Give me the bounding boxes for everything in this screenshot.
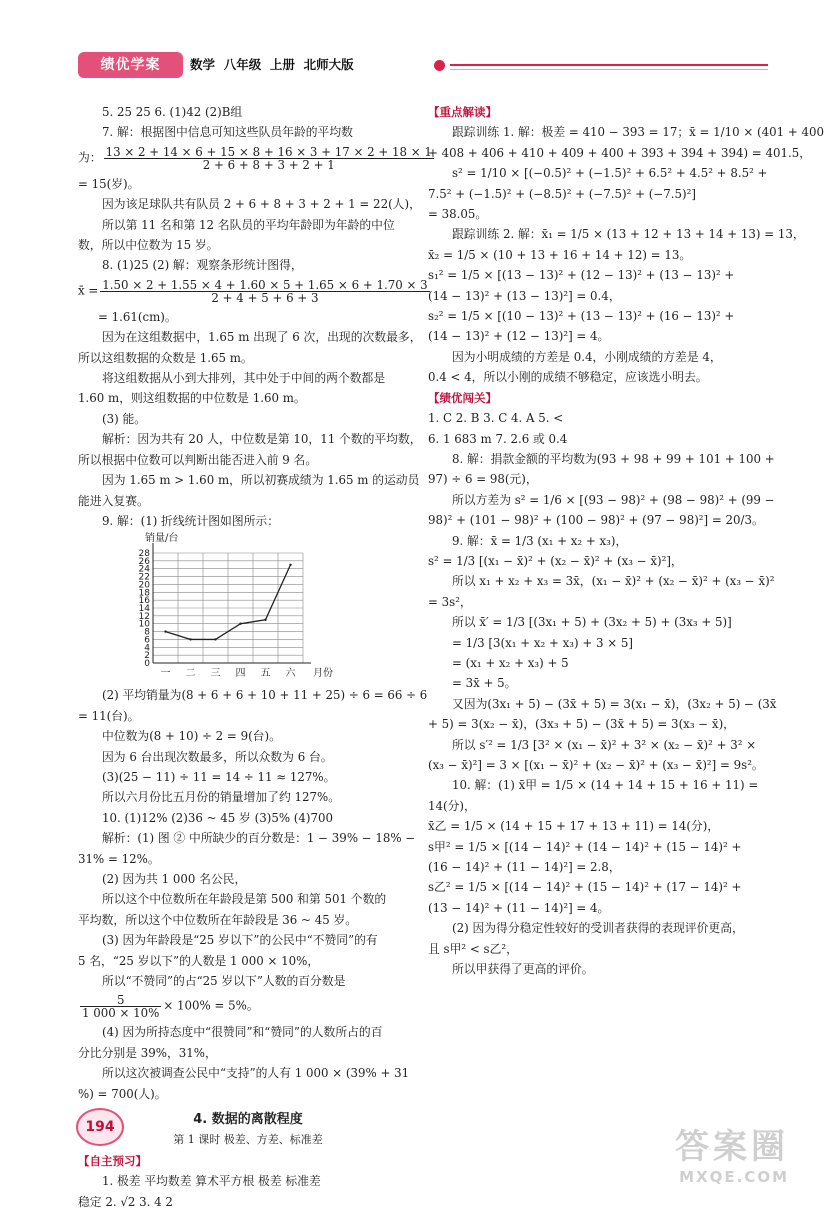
text-line: s甲² = 1/5 × [(14 − 14)² + (14 − 14)² + (15 − 14)² +	[428, 839, 742, 854]
formula-line	[78, 991, 418, 1022]
fraction	[104, 146, 434, 171]
text-line: 平均数，所以这个中位数所在年龄段是 36 ~ 45 岁。	[78, 912, 358, 927]
y-tick-label: 24	[138, 565, 150, 576]
text-line: 5 名，“25 岁以下”的人数是 1 000 × 10%，	[78, 953, 320, 968]
data-point	[289, 564, 291, 566]
text-line: 又因为(3x₁ + 5) − (3x̄ + 5) = 3(x₁ − x̄)，(3x₂ + 5) − (3x̄	[452, 696, 777, 711]
text-line: = 15(岁)。	[78, 176, 140, 191]
text-line: 所以 s′² = 1/3 [3² × (x₁ − x̄)² + 3² × (x₂ − x̄)² + 3² ×	[452, 737, 757, 752]
text-line: s₁² = 1/5 × [(13 − 13)² + (12 − 13)² + (13 − 13)² +	[428, 268, 735, 283]
data-point	[239, 623, 241, 625]
text-line: (14 − 13)² + (12 − 13)²] = 4。	[428, 329, 610, 344]
text-line: (16 − 14)² + (11 − 14)²] = 2.8，	[428, 860, 621, 875]
y-tick-label: 26	[138, 557, 150, 568]
text-line: s乙² = 1/5 × [(14 − 14)² + (15 − 14)² + (17 − 14)² +	[428, 880, 742, 895]
page-number: 194	[76, 1108, 124, 1146]
text-line: 0.4 < 4，所以小刚的成绩不够稳定，应该选小明去。	[428, 370, 708, 385]
section-tag: 【重点解读】	[428, 105, 497, 119]
text-line: x̄乙 = 1/5 × (14 + 15 + 17 + 13 + 11) = 14(分)，	[428, 819, 720, 834]
formula-prefix: 为：	[78, 150, 102, 165]
data-point	[164, 631, 166, 633]
text-line: 因为 1.65 m > 1.60 m，所以初赛成绩为 1.65 m 的运动员	[102, 473, 420, 488]
text-line: (3) 因为年龄段是“25 岁以下”的公民中“不赞同”的有	[102, 933, 378, 948]
text-line: 31% = 12%。	[78, 851, 160, 866]
numerator: 5	[80, 994, 161, 1007]
y-tick-label: 0	[144, 659, 150, 670]
text-line: 10. 解：(1) x̄甲 = 1/5 × (14 + 14 + 15 + 16 + 11) =	[452, 778, 759, 793]
text-line: (2) 平均销量为(8 + 6 + 6 + 10 + 11 + 25) ÷ 6 = 66 ÷ 6	[102, 688, 428, 703]
text-line: 8. 解：捐款金额的平均数为(93 + 98 + 99 + 101 + 100 +	[452, 451, 775, 466]
y-axis-label: 销量/台	[145, 533, 179, 545]
data-point	[189, 639, 191, 641]
x-tick-label: 二	[185, 668, 196, 680]
text-line: 因为该足球队共有队员 2 + 6 + 8 + 3 + 2 + 1 = 22(人)，	[102, 197, 421, 212]
text-line: 7. 解：根据图中信息可知这些队员年龄的平均数	[102, 125, 353, 140]
text-line: = 3s²，	[428, 594, 472, 609]
formula-suffix: × 100% = 5%。	[163, 998, 259, 1013]
header-title: 数学 八年级 上册 北师大版	[190, 57, 354, 72]
watermark-url: MXQE.COM	[679, 1168, 789, 1186]
page-header	[78, 52, 768, 80]
text-line: 所以这次被调查公民中“支持”的人有 1 000 × (39% + 31	[102, 1066, 410, 1081]
text-line: 1.60 m，则这组数据的中位数是 1.60 m。	[78, 391, 306, 406]
text-line: 因为小明成绩的方差是 0.4，小刚成绩的方差是 4，	[452, 349, 722, 364]
y-tick-label: 18	[138, 588, 150, 599]
text-line: s₂² = 1/5 × [(10 − 13)² + (13 − 13)² + (16 − 13)² +	[428, 309, 735, 324]
y-tick-label: 8	[144, 627, 150, 638]
text-line: 所以第 11 名和第 12 名队员的平均年龄即为年龄的中位	[102, 217, 395, 232]
formula-prefix: x̄ =	[78, 283, 99, 298]
denominator: 2 + 4 + 5 + 6 + 3	[211, 290, 319, 305]
text-line: 解析：因为共有 20 人，中位数是第 10，11 个数的平均数，	[102, 432, 422, 447]
text-line: 1. C 2. B 3. C 4. A 5. <	[428, 411, 564, 426]
text-line: 稳定 2. √2 3. 4 2	[78, 1194, 173, 1209]
text-line: s² = 1/3 [(x₁ − x̄)² + (x₂ − x̄)² + (x₃ − x̄)²]，	[428, 553, 683, 568]
lesson-title: 第 1 课时 极差、方差、标准差	[173, 1133, 323, 1147]
text-line: 跟踪训练 1. 解：极差 = 410 − 393 = 17；x̄ = 1/10 × (401 + 400	[452, 125, 824, 140]
y-tick-label: 28	[138, 549, 150, 560]
denominator: 2 + 6 + 8 + 3 + 2 + 1	[202, 157, 335, 172]
x-tick-label: 四	[235, 668, 246, 680]
x-tick-label: 五	[260, 668, 271, 680]
text-line: + 5) = 3(x₂ − x̄)，(3x₃ + 5) − (3x̄ + 5) = 3(x₃ − x̄)，	[428, 717, 735, 732]
text-line: 因为在这组数据中，1.65 m 出现了 6 次，出现的次数最多，	[102, 330, 422, 345]
fraction	[80, 994, 161, 1019]
text-line: 将这组数据从小到大排列，其中处于中间的两个数都是	[102, 371, 386, 386]
text-line: = 38.05。	[428, 207, 488, 222]
text-line: 解析：(1) 图 ② 中所缺少的百分数是：1 − 39% − 18% −	[102, 831, 416, 846]
text-line: = 1.61(cm)。	[98, 309, 177, 324]
text-line: 所以“不赞同”的占“25 岁以下”人数的百分数是	[102, 974, 346, 988]
text-line: 能进入复赛。	[78, 493, 149, 508]
x-tick-label: 三	[210, 668, 221, 680]
text-line: 所以这组数据的众数是 1.65 m。	[78, 350, 253, 365]
x-tick-label: 六	[285, 668, 296, 680]
text-line: (2) 因为得分稳定性较好的受训者获得的表现评价更高，	[452, 921, 744, 936]
text-line: 所以六月份比五月份的销量增加了约 127%。	[102, 790, 341, 805]
text-line: 因为 6 台出现次数最多，所以众数为 6 台。	[102, 749, 333, 764]
text-line: = 3x̄ + 5。	[452, 676, 517, 691]
text-line: (13 − 14)² + (11 − 14)²] = 4。	[428, 900, 610, 915]
fraction	[100, 279, 429, 304]
text-line: 所以 x₁ + x₂ + x₃ = 3x̄，(x₁ − x̄)² + (x₂ − x̄)² + (x₃ − x̄)²	[452, 574, 775, 589]
text-line: 数，所以中位数为 15 岁。	[78, 238, 219, 253]
y-tick-label: 16	[138, 596, 150, 607]
x-tick-label: 一	[160, 668, 171, 680]
text-line: (4) 因为所持态度中“很赞同”和“赞同”的人数所占的百	[102, 1025, 383, 1040]
header-rule-thin	[450, 69, 768, 70]
text-line: 97) ÷ 6 = 98(元)，	[428, 472, 538, 487]
text-line: + 408 + 406 + 410 + 409 + 400 + 393 + 394 + 394) = 401.5，	[428, 145, 812, 160]
x-axis-label: 月份	[313, 668, 333, 680]
header-dot-decoration	[434, 60, 445, 71]
text-line: 跟踪训练 2. 解：x̄₁ = 1/5 × (13 + 12 + 13 + 14 + 13) = 13，	[452, 227, 805, 242]
text-line: (3)(25 − 11) ÷ 11 = 14 ÷ 11 ≈ 127%。	[102, 769, 336, 784]
text-line: (14 − 13)² + (13 − 13)²] = 0.4，	[428, 288, 621, 303]
text-line: s² = 1/10 × [(−0.5)² + (−1.5)² + 6.5² + 4.5² + 8.5² +	[452, 166, 768, 181]
left-column	[78, 102, 432, 1212]
text-line: 14(分)，	[428, 798, 476, 813]
text-line: 所以根据中位数可以判断出能否进入前 9 名。	[78, 452, 318, 467]
watermark-logo-text: 答案圈	[675, 1127, 789, 1167]
text-line: 8. (1)25 (2) 解：观察条形统计图得，	[102, 258, 303, 273]
y-tick-label: 6	[144, 635, 150, 646]
text-line: 所以 x̄′ = 1/3 [(3x₁ + 5) + (3x₂ + 5) + (3x₃ + 5)]	[452, 615, 732, 630]
y-tick-label: 14	[138, 604, 150, 615]
text-line: 9. 解：(1) 折线统计图如图所示：	[102, 513, 280, 528]
section-title: 4. 数据的离散程度	[193, 1112, 303, 1128]
y-tick-label: 4	[144, 643, 150, 654]
formula-line	[78, 276, 428, 307]
text-line: = 11(台)。	[78, 708, 140, 723]
numerator: 1.50 × 2 + 1.55 × 4 + 1.60 × 5 + 1.65 × 6 + 1.70 × 3	[102, 277, 428, 292]
watermark	[675, 1119, 789, 1186]
y-tick-label: 12	[138, 612, 150, 623]
y-tick-label: 10	[138, 620, 150, 631]
text-line: 10. (1)12% (2)36 ~ 45 岁 (3)5% (4)700	[102, 810, 334, 825]
section-tag: 【绩优闯关】	[428, 390, 497, 405]
line-chart-svg	[58, 533, 333, 685]
text-line: 7.5² + (−1.5)² + (−8.5)² + (−7.5)² + (−7.5)²]	[428, 186, 696, 201]
section-tag: 【自主预习】	[78, 1153, 147, 1168]
data-point	[264, 619, 266, 621]
text-line: = (x₁ + x₂ + x₃) + 5	[452, 655, 569, 670]
denominator: 1 000 × 10%	[82, 1006, 160, 1021]
text-line: = 1/3 [3(x₁ + x₂ + x₃) + 3 × 5]	[452, 635, 633, 650]
series-logo: 绩优学案	[78, 52, 183, 78]
y-tick-label: 2	[144, 651, 150, 662]
text-line: 所以甲获得了更高的评价。	[452, 962, 594, 977]
text-line: x̄₂ = 1/5 × (10 + 13 + 16 + 14 + 12) = 13。	[428, 247, 692, 262]
right-column	[428, 102, 824, 979]
text-line: 中位数为(8 + 10) ÷ 2 = 9(台)。	[102, 729, 281, 744]
line-chart	[78, 533, 418, 685]
text-line: 且 s甲² < s乙²，	[428, 941, 518, 956]
header-rule	[450, 64, 768, 66]
text-line: 6. 1 683 m 7. 2.6 或 0.4	[428, 431, 568, 446]
text-line: 5. 25 25 6. (1)42 (2)B组	[102, 105, 243, 119]
data-point	[214, 639, 216, 641]
y-tick-label: 22	[138, 572, 150, 583]
y-tick-label: 20	[138, 580, 150, 591]
text-line: 所以方差为 s² = 1/6 × [(93 − 98)² + (98 − 98)² + (99 −	[452, 492, 775, 507]
text-line: (2) 因为共 1 000 名公民，	[102, 871, 247, 886]
text-line: (3) 能。	[102, 411, 147, 426]
numerator: 13 × 2 + 14 × 6 + 15 × 8 + 16 × 3 + 17 × 2 + 18 × 1	[105, 144, 432, 159]
formula-line	[78, 143, 432, 174]
text-line: 1. 极差 平均数差 算术平方根 极差 标准差	[102, 1174, 321, 1189]
text-line: 98)² + (101 − 98)² + (100 − 98)² + (97 − 98)²] = 20/3。	[428, 513, 764, 528]
text-line: 所以这个中位数所在年龄段是第 500 和第 501 个数的	[102, 892, 387, 907]
text-line: 分比分别是 39%，31%，	[78, 1045, 217, 1060]
text-line: (x₃ − x̄)²] = 3 × [(x₁ − x̄)² + (x₂ − x̄)² + (x₃ − x̄)²] = 9s²。	[428, 758, 764, 772]
text-line: 9. 解：x̄ = 1/3 (x₁ + x₂ + x₃)，	[452, 533, 628, 548]
text-line: %) = 700(人)。	[78, 1086, 167, 1101]
